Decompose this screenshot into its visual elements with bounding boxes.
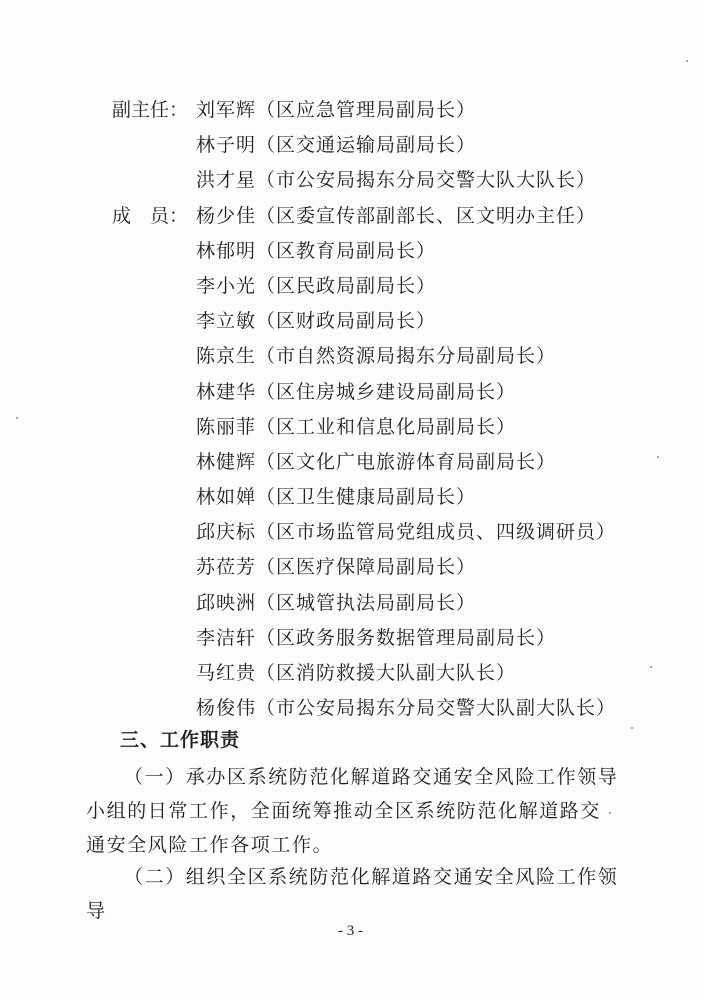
- member-entry: 陈丽菲（区工业和信息化局副局长）: [196, 415, 517, 438]
- member-title: 市自然资源局揭东分局副局长: [276, 345, 537, 368]
- member-row: [0, 550, 701, 585]
- member-name: 林子明: [196, 134, 257, 157]
- member-role: 成 员：: [112, 204, 189, 227]
- member-entry: 邱庆标（区市场监管局党组成员、四级调研员）: [196, 521, 617, 544]
- member-name: 林如婵: [196, 486, 257, 509]
- scan-speck: [686, 60, 688, 62]
- member-row: [0, 304, 701, 339]
- section-heading: 三、工作职责: [120, 729, 241, 751]
- member-title: 市公安局揭东分局交警大队副大队长: [276, 697, 597, 720]
- member-title: 区财政局副局长: [276, 310, 417, 333]
- member-name: 李小光: [196, 274, 257, 297]
- member-entry: 李小光（区民政局副局长）: [196, 274, 437, 297]
- scan-speck: [657, 456, 659, 458]
- paragraph-2: （二）组织全区系统防范化解道路交通安全风险工作领导: [86, 866, 619, 922]
- member-title: 区工业和信息化局副局长: [276, 415, 497, 438]
- member-title: 区民政局副局长: [276, 274, 417, 297]
- member-entry: 马红贵（区消防救援大队副大队长）: [196, 662, 517, 684]
- member-title: 区交通运输局副局长: [276, 134, 457, 157]
- member-name: 马红贵: [196, 662, 257, 684]
- member-row: [0, 269, 701, 304]
- member-row: [0, 93, 701, 128]
- member-row: [0, 656, 701, 691]
- member-title: 市公安局揭东分局交警大队大队长: [276, 169, 577, 192]
- member-row: [0, 234, 701, 269]
- member-title: 区卫生健康局副局长: [276, 486, 457, 509]
- page-number: - 3 -: [338, 923, 363, 939]
- member-name: 林健辉: [196, 450, 257, 473]
- member-row: [0, 128, 701, 163]
- member-entry: 李立敏（区财政局副局长）: [196, 310, 437, 333]
- member-entry: 林郁明（区教育局副局长）: [196, 239, 437, 262]
- member-name: 邱映洲: [196, 591, 257, 614]
- member-row: [0, 445, 701, 480]
- member-name: 林建华: [196, 380, 257, 403]
- scan-speck: [16, 417, 18, 419]
- member-title: 区文化广电旅游体育局副局长: [276, 450, 537, 473]
- member-entry: 刘军辉（区应急管理局副局长）: [196, 99, 477, 121]
- member-title: 区教育局副局长: [276, 239, 417, 262]
- member-name: 李洁轩: [196, 626, 257, 649]
- scan-speck: [609, 812, 611, 814]
- member-name: 陈丽菲: [196, 415, 257, 438]
- member-name: 刘军辉: [196, 99, 257, 121]
- member-title: 区住房城乡建设局副局长: [276, 380, 497, 403]
- member-row: [0, 410, 701, 445]
- member-row: [0, 375, 701, 410]
- member-title: 区城管执法局副局长: [276, 591, 457, 614]
- member-name: 林郁明: [196, 239, 257, 262]
- paragraph-1: （一）承办区系统防范化解道路交通安全风险工作领导小组的日常工作，全面统筹推动全区系统防范化解道路交通安全风险工作各项工作。: [86, 766, 619, 856]
- member-entry: 邱映洲（区城管执法局副局长）: [196, 591, 477, 614]
- member-entry: 林建华（区住房城乡建设局副局长）: [196, 380, 517, 403]
- scan-speck: [631, 727, 633, 729]
- member-title: 区委宣传部副部长、区文明办主任: [276, 204, 577, 227]
- member-row: [0, 515, 701, 550]
- member-name: 陈京生: [196, 345, 257, 368]
- member-entry: 洪才星（市公安局揭东分局交警大队大队长）: [196, 169, 597, 192]
- member-title: 区市场监管局党组成员、四级调研员: [276, 521, 597, 544]
- member-row: [0, 199, 701, 234]
- member-title: 区应急管理局副局长: [276, 99, 457, 121]
- member-title: 区消防救援大队副大队长: [276, 662, 497, 684]
- scan-speck: [650, 666, 652, 668]
- member-entry: 林健辉（区文化广电旅游体育局副局长）: [196, 450, 557, 473]
- member-title: 区医疗保障局副局长: [276, 556, 457, 579]
- member-entry: 杨俊伟（市公安局揭东分局交警大队副大队长）: [196, 697, 617, 720]
- member-row: [0, 691, 701, 726]
- member-row: [0, 163, 701, 198]
- member-entry: 李洁轩（区政务服务数据管理局副局长）: [196, 626, 557, 649]
- member-row: [0, 621, 701, 656]
- member-name: 邱庆标: [196, 521, 257, 544]
- member-role: 副主任：: [112, 99, 189, 121]
- member-name: 杨俊伟: [196, 697, 257, 720]
- member-name: 苏莅芳: [196, 556, 257, 579]
- member-list: [0, 93, 701, 726]
- member-name: 洪才星: [196, 169, 257, 192]
- member-entry: 苏莅芳（区医疗保障局副局长）: [196, 556, 477, 579]
- member-row: [0, 586, 701, 621]
- member-entry: 杨少佳（区委宣传部副部长、区文明办主任）: [196, 204, 597, 227]
- member-entry: 陈京生（市自然资源局揭东分局副局长）: [196, 345, 557, 368]
- member-entry: 林如婵（区卫生健康局副局长）: [196, 486, 477, 509]
- member-title: 区政务服务数据管理局副局长: [276, 626, 537, 649]
- member-name: 杨少佳: [196, 204, 257, 227]
- member-row: [0, 339, 701, 374]
- member-name: 李立敏: [196, 310, 257, 333]
- member-entry: 林子明（区交通运输局副局长）: [196, 134, 477, 157]
- member-row: [0, 480, 701, 515]
